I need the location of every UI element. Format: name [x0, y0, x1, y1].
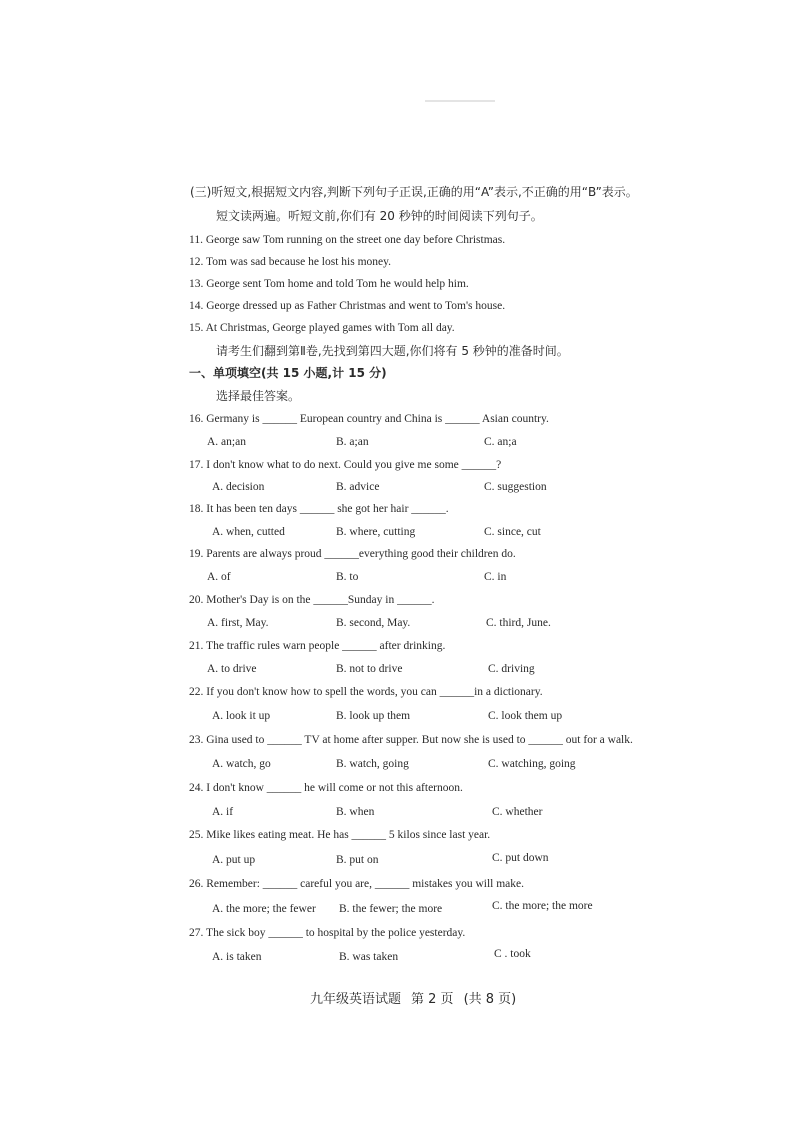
option-25-a: A. put up [212, 854, 256, 866]
option-22-b: B. look up them [336, 710, 411, 722]
option-19-b: B. to [336, 571, 359, 583]
question-27: 27. The sick boy ______ to hospital by the police yesterday. [189, 927, 466, 939]
footer-page-number: 第 2 页 [411, 992, 454, 1007]
page-footer [310, 988, 526, 1007]
question-19: 19. Parents are always proud ______everything good their children do. [189, 548, 516, 560]
tf-item-12: 12. Tom was sad because he lost his money. [189, 256, 392, 268]
option-21-a: A. to drive [207, 663, 257, 675]
option-25-c: C. put down [492, 852, 549, 864]
option-26-b: B. the fewer; the more [339, 903, 443, 915]
option-20-a: A. first, May. [207, 617, 269, 629]
option-23-c: C. watching, going [488, 758, 576, 770]
option-26-c: C. the more; the more [492, 900, 593, 912]
option-19-a: A. of [207, 571, 231, 583]
section3-note: 短文读两遍。听短文前,你们有 20 秒钟的时间阅读下列句子。 [216, 209, 543, 223]
question-25: 25. Mike likes eating meat. He has ______ 5 kilos since last year. [189, 829, 491, 841]
section3-instruction: (三)听短文,根据短文内容,判断下列句子正误,正确的用“A”表示,不正确的用“B”表示。 [190, 185, 638, 199]
scan-mark [425, 100, 495, 102]
question-22: 22. If you don't know how to spell the words, you can ______in a dictionary. [189, 686, 543, 698]
question-23: 23. Gina used to ______ TV at home after supper. But now she is used to ______ out for a walk. [189, 734, 633, 746]
option-24-c: C. whether [492, 806, 543, 818]
option-24-b: B. when [336, 806, 375, 818]
option-17-c: C. suggestion [484, 481, 547, 493]
part1-instruction: 选择最佳答案。 [216, 389, 301, 403]
part1-heading: 一、单项填空(共 15 小题,计 15 分) [189, 366, 387, 380]
option-16-c: C. an;a [484, 436, 517, 448]
tf-item-11: 11. George saw Tom running on the street one day before Christmas. [189, 234, 506, 246]
option-16-a: A. an;an [207, 436, 246, 448]
question-17: 17. I don't know what to do next. Could you give me some ______? [189, 459, 502, 471]
option-16-b: B. a;an [336, 436, 369, 448]
option-17-a: A. decision [212, 481, 265, 493]
question-18: 18. It has been ten days ______ she got her hair ______. [189, 503, 449, 515]
option-22-c: C. look them up [488, 710, 563, 722]
option-23-b: B. watch, going [336, 758, 409, 770]
option-27-b: B. was taken [339, 951, 399, 963]
option-21-c: C. driving [488, 663, 535, 675]
option-21-b: B. not to drive [336, 663, 403, 675]
tf-item-13: 13. George sent Tom home and told Tom he would help him. [189, 278, 469, 290]
footer-title: 九年级英语试题 [310, 992, 402, 1007]
tf-item-14: 14. George dressed up as Father Christmas and went to Tom's house. [189, 300, 506, 312]
turn-page-instruction: 请考生们翻到第Ⅱ卷,先找到第四大题,你们将有 5 秒钟的准备时间。 [216, 344, 569, 358]
footer-total-pages: (共 8 页) [463, 992, 517, 1007]
question-24: 24. I don't know ______ he will come or not this afternoon. [189, 782, 463, 794]
question-21: 21. The traffic rules warn people ______ after drinking. [189, 640, 446, 652]
option-26-a: A. the more; the fewer [212, 903, 316, 915]
question-20: 20. Mother's Day is on the ______Sunday in ______. [189, 594, 435, 606]
option-18-a: A. when, cutted [212, 526, 285, 538]
option-24-a: A. if [212, 806, 234, 818]
option-17-b: B. advice [336, 481, 380, 493]
option-20-b: B. second, May. [336, 617, 411, 629]
option-27-c: C . took [494, 948, 531, 960]
option-20-c: C. third, June. [486, 617, 551, 629]
option-27-a: A. is taken [212, 951, 262, 963]
option-22-a: A. look it up [212, 710, 271, 722]
question-16: 16. Germany is ______ European country and China is ______ Asian country. [189, 413, 549, 425]
option-19-c: C. in [484, 571, 507, 583]
question-26: 26. Remember: ______ careful you are, ______ mistakes you will make. [189, 878, 525, 890]
option-18-c: C. since, cut [484, 526, 541, 538]
option-23-a: A. watch, go [212, 758, 271, 770]
option-25-b: B. put on [336, 854, 379, 866]
tf-item-15: 15. At Christmas, George played games with Tom all day. [189, 322, 455, 334]
option-18-b: B. where, cutting [336, 526, 416, 538]
